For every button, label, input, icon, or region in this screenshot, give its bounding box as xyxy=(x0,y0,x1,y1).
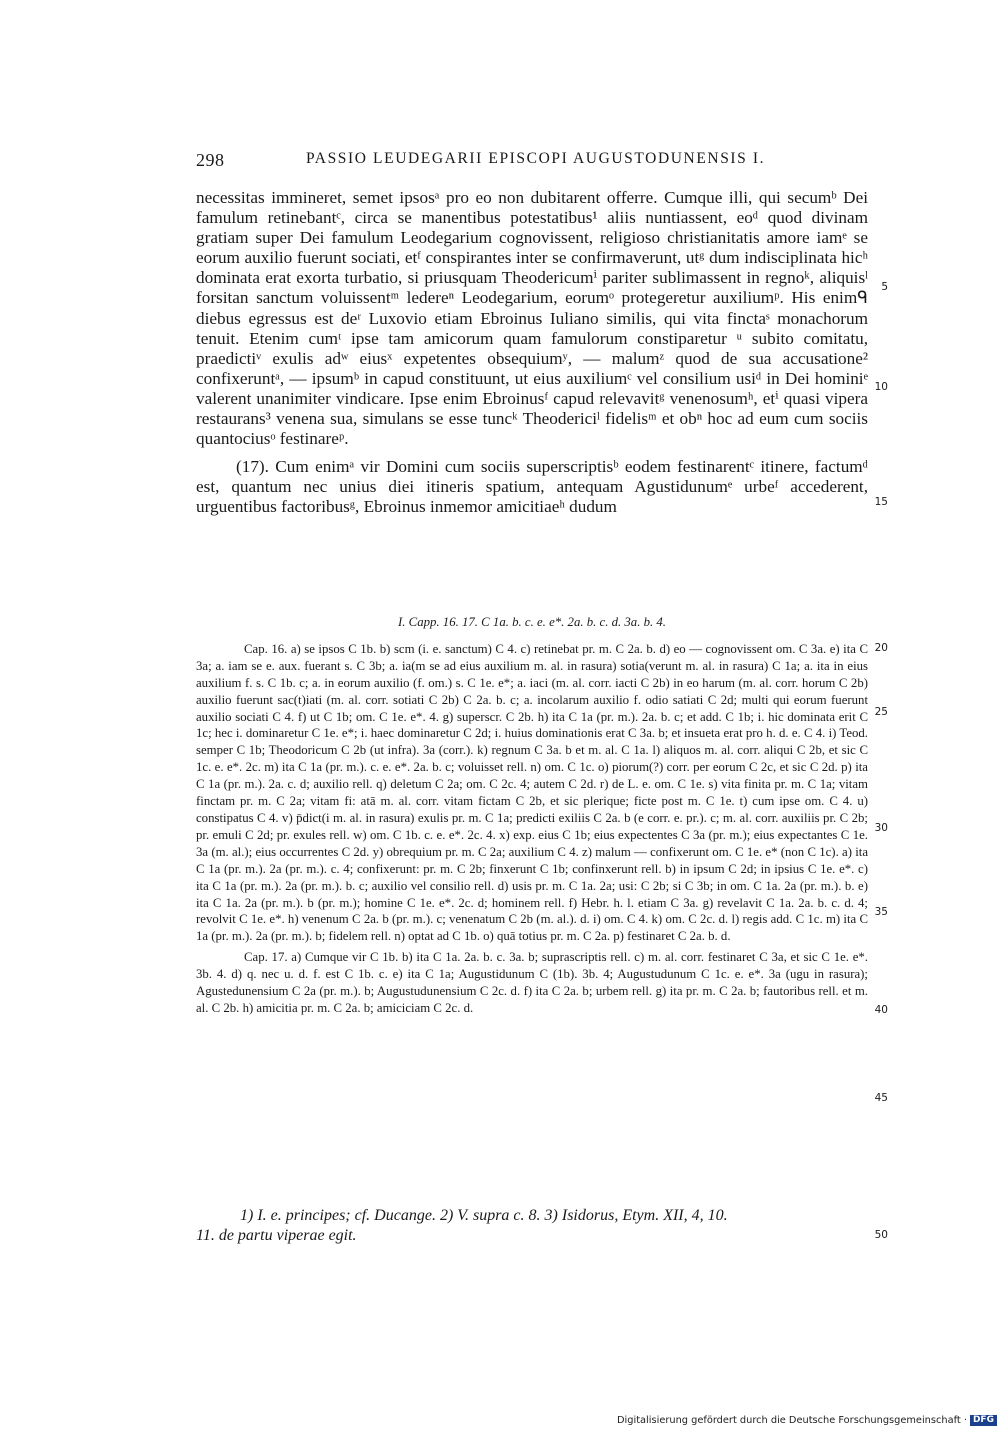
page-header xyxy=(196,150,868,174)
page-number: 298 xyxy=(196,150,225,170)
apparatus-chapter-17: Cap. 17. a) Cumque vir C 1b. b) ita C 1a. 2a. b. c. 3a. b; suprascriptis rell. c) m. al. corr. festinaret C 3a, et sic C 1e. e*. 3b. 4. d) q. nec u. d. f. est C 1b. c. e) ita C 1a; Augustidunum C (1b). 3b. 4; Augustudunum C 1c. e. e*. 3a (ugu in rasura); Agustedunensium C 2a (pr. m.). b; Augustudunensium C 2c. d. f) ita C 2a. b; urbem rell. g) ita pr. m. C 2a. b; fautoribus rell. et m. al. C 2b. h) amicitia pr. m. C 2a. b; amiciciam C 2c. d. xyxy=(196,950,868,1015)
apparatus-chapter-16: Cap. 16. a) se ipsos C 1b. b) scm (i. e. sanctum) C 4. c) retinebat pr. m. C 2a. b. d) eo — cognovissent om. C 3a. e) ita C 3a; a. iam se e. aux. fuerant s. C 3b; a. ia(m se ad eius auxilium m. al. in rasura) sotia(verunt m. al. in rasura) C 1a; a. ita in eius auxilium f. s. C 1b. c; a. in eorum auxilio (f. om.) s. C 1e. e*; a. iaci (m. al. corr. iacti C 2b) in eo harum (m. al. corr. horum C 2b) auxilio fuerunt sac(t)iati (m. al. corr. sotiati C 2b) C 2a. b. c; a. incolarum auxilio f. odio satiati C 2d; multi qui eorum fuerunt auxilio sociati C 4. f) ut C 1b; om. C 1e. e*. 4. g) superscr. C 2b. h) ita C 1a (pr. m.). 2a. b. c; et add. C 1b; i. hic dominata erit C 1c; hec i. dominaretur C 1e. e*; i. haec dominaretur C 2d; i. huius dominationis erat C 3a. b; et insueta erat pro h. d. e. C 4. i) Teod. semper C 1b; Theodoricum C 2b (ut infra). 3a (corr.). k) regnum C 3a. b et m. al. C 1a. l) aliquos m. al. corr. aliqui C 2b, et sic C 1c. e. e*. 2c. m) ita C 1a (pr. m.). c. e. e*. 2a. b. c; voluisset rell. n) om. C 1c. o) piorum(?) corr. per eorum C 2c, et sic C 2d. p) ita C 1a (pr. m.). 2a. c. d; auxilio rell. q) deletum C 2a; om. C 2c. 4; autem C 2d. r) de L. e. om. C 1e. s) vita finita pr. m. C 1a; vitam finctam pr. m. C 2a; vitam fi: atā m. al. corr. vitam fictam C 2b, et sic plerique; ficte post m. C 1e. t) cum ipse om. C 4. u) constipatus C 4. v) p̄dict(i m. al. in rasura) exulis pr. m. C 1a; predicti exiliis C 2a. b (e corr. e. pr.). c; m. al. corr. auxiliis pr. C 2b; pr. emuli C 2d; pr. exules rell. w) om. C 1b. c. e. e*. 2c. 4. x) exp. eius C 1b; eius expectentes C 3a (pr. m.); eius expectantes C 1e. 3a (m. al.); eius occurrentes C 2d. y) obrequium pr. m. C 2a; auxilium C 4. z) malum — confixerunt om. C 1e. e* (non C 1c). a) ita C 1a (pr. m.). 2a (pr. m.). c. 4; confixerunt: pr. m. C 2b; finxerunt C 1b; confinxerunt rell. b) in ipsum C 2d; in ipsius C 1e. e*. c) ita C 1a (pr. m.). 2a (pr. m.). b. c; auxilio vel consilio rell. d) usis pr. m. C 1a. 2a; usi: C 2b; si C 3b; in om. C 1a. 2a (pr. m.). b. e) ita C 1a. 2a (pr. m.). b (pr. m.); homine C 1e. e*. 2c. d; hominem rell. f) Hebr. h. l. etiam C 3a. g) revelavit C 1a. 2a. b. c. d. 4; revolvit C 1e. e*. h) venenum C 2a. b (pr. m.). c; venenatum C 2b (m. al.). d. i) om. C 4. k) om. C 2c. d. l) regis add. C 1c. m) ita C 1a (pr. m.). 2a (pr. m.). b; fidelem rell. n) optat ad C 1b. o) quā totius pr. m. C 2a. p) festinaret C 2a. b. d. xyxy=(196,641,868,944)
main-paragraph: (17). Cum enimᵃ vir Domini cum sociis superscriptisᵇ eodem festinarentᶜ itinere, factumᵈ est, quantum nec unius diei itineris spatium, antequam Agustidunumᵉ urbeᶠ accederent, urguentibus factoribusᵍ, Ebroinus inmemor amicitiaeʰ dudum xyxy=(196,457,868,517)
line-number: 45 xyxy=(874,1092,888,1104)
dfg-logo-icon: DFG xyxy=(970,1415,997,1426)
footnote-line: 1) I. e. principes; cf. Ducange. 2) V. supra c. 8. 3) Isidorus, Etym. XII, 4, 10. xyxy=(240,1207,728,1224)
critical-apparatus xyxy=(196,614,868,1017)
credit-text: Digitalisierung gefördert durch die Deutsche Forschungsgemeinschaft · xyxy=(617,1415,967,1426)
line-number: 20 xyxy=(874,642,888,654)
line-number: 35 xyxy=(874,906,888,918)
running-title: PASSIO LEUDEGARII EPISCOPI AUGUSTODUNENSIS I. xyxy=(306,150,766,167)
main-text xyxy=(196,188,868,518)
footnotes xyxy=(196,1206,868,1246)
apparatus-sigla: I. Capp. 16. 17. C 1a. b. c. e. e*. 2a. b. c. d. 3a. b. 4. xyxy=(398,615,666,629)
line-number: 30 xyxy=(874,822,888,834)
line-number: 40 xyxy=(874,1004,888,1016)
main-paragraph: necessitas immineret, semet ipsosᵃ pro eo non dubitarent offerre. Cumque illi, qui secumᵇ Dei famulum retinebantᶜ, circa se manentibus potestatibus¹ aliis nuntiassent, eoᵈ quod divinam gratiam super Dei famulum Leodegarium cognovissent, religioso christianitatis amore iamᵉ se eorum auxilio fuerunt sociati, etᶠ conspirantes inter se confirmaverunt, utᵍ dum indisciplinata hicʰ dominata erat exorta turbatio, si priusquam Theodericumⁱ pariter sublimassent in regnoᵏ, aliquisˡ forsitan sanctum voluissentᵐ ledereⁿ Leodegarium, eorumᵒ protegeretur auxiliumᵖ. His enimᑫ diebus egressus est deʳ Luxovio etiam Ebroinus Iuliano similis, qui vita finctaˢ monachorum tenuit. Etenim cumᵗ ipse tam amicorum quam famulorum constiparetur ᵘ subito comitatu, praedictiᵛ exulis adʷ eiusˣ expetentes obsequiumʸ, — malumᶻ quod de sua accusatione² confixeruntᵃ, — ipsumᵇ in capud constituunt, ut eius auxiliumᶜ vel consilium usiᵈ in Dei hominiᵉ valerent unanimiter vindicare. Ipse enim Ebroinusᶠ capud relevavitᵍ venenosumʰ, etⁱ quasi vipera restaurans³ venena sua, simulans se esse tuncᵏ Theodericiˡ fidelisᵐ et obⁿ hoc ad eum cum sociis quantociusᵒ festinareᵖ. xyxy=(196,188,868,449)
line-number: 15 xyxy=(874,496,888,508)
line-number: 10 xyxy=(874,381,888,393)
digitization-credit xyxy=(617,1415,994,1429)
line-number: 5 xyxy=(881,281,888,293)
footnote-line: 11. de partu viperae egit. xyxy=(196,1227,357,1244)
line-number: 25 xyxy=(874,706,888,718)
line-number: 50 xyxy=(874,1229,888,1241)
